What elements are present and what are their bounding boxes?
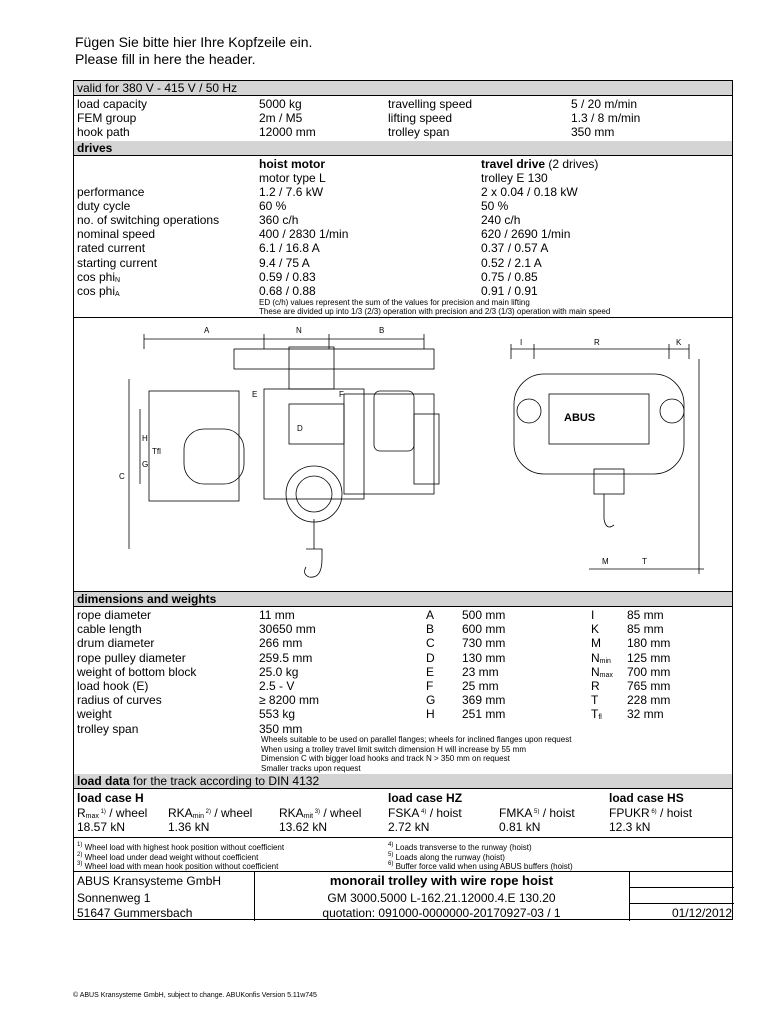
dimensions-title: dimensions and weights — [77, 592, 217, 606]
general-value: 1.3 / 8 m/min — [571, 111, 641, 125]
drive-param-text: no. of switching operations — [77, 213, 220, 228]
drives-note-2: These are divided up into 1/3 (2/3) operation with precision and 2/3 (1/3) operation with main speed — [259, 307, 611, 316]
load-unit-text: / hoist — [656, 806, 693, 820]
footnote-text: Buffer force valid when using ABUS buffers (hoist) — [393, 862, 573, 871]
dimension-key-value: 85 mm — [627, 608, 664, 622]
load-symbol: FSKA — [388, 806, 420, 820]
hoist-value: 400 / 2830 1/min — [259, 227, 349, 242]
dimension-key-subscript: fl — [598, 714, 602, 722]
product-model: GM 3000.5000 L-162.21.12000.4.E 130.20 — [327, 891, 556, 905]
dimension-label: rope pulley diameter — [77, 650, 186, 665]
dimension-key — [591, 622, 599, 636]
dimension-key: F — [426, 679, 434, 693]
load-symbol: RKA — [168, 806, 193, 820]
dimension-key-value: 765 mm — [627, 679, 671, 693]
travel-value: 2 x 0.04 / 0.18 kW — [481, 185, 578, 199]
drive-param-label — [77, 199, 130, 213]
drive-param-label — [77, 256, 157, 270]
dimension-value: 553 kg — [259, 707, 296, 722]
travel-value: 0.91 / 0.91 — [481, 283, 538, 298]
dim-label-t: T — [642, 557, 647, 566]
dim-label-b: B — [379, 326, 385, 335]
load-footnote-mark: 6) — [649, 809, 657, 815]
load-value: 18.57 kN — [77, 820, 126, 834]
load-data-title: load data — [77, 774, 130, 788]
load-case-hs: load case HS — [609, 791, 684, 805]
company-name: ABUS Kransysteme GmbH — [77, 874, 222, 888]
load-value: 0.81 kN — [499, 820, 541, 834]
dimension-key-letter: N — [591, 650, 600, 665]
drive-param-label — [77, 185, 144, 199]
drive-param-text: performance — [77, 185, 145, 199]
dim-label-n: N — [296, 326, 302, 335]
dimension-key-value: 125 mm — [627, 650, 671, 665]
dim-label-e: E — [252, 390, 258, 399]
general-value: 12000 mm — [259, 125, 316, 139]
load-symbol: R — [77, 806, 86, 820]
titleblock-cell-line — [629, 903, 734, 904]
footnote-mark: 3) — [77, 861, 83, 867]
dimension-key: B — [426, 622, 435, 637]
dimension-value: 30650 mm — [259, 622, 316, 637]
dimension-key-subscript: min — [599, 657, 611, 665]
quotation-number: quotation: 091000-0000000-20170927-03 / 1 — [322, 906, 561, 920]
load-unit-text: / wheel — [320, 806, 362, 820]
travel-value: 0.75 / 0.85 — [481, 269, 538, 284]
load-footnote-mark: 3) — [313, 809, 321, 815]
load-column-header — [388, 805, 462, 820]
drive-param-label — [77, 227, 155, 241]
end-view — [511, 344, 704, 574]
dim-label-tfl: Tfl — [152, 447, 161, 456]
drives-title: drives — [77, 141, 113, 155]
load-footnote — [388, 860, 573, 872]
dim-label-a: A — [204, 326, 210, 335]
load-subscript: max — [85, 813, 99, 820]
drive-param-text: nominal speed — [77, 227, 156, 242]
load-case-h: load case H — [77, 791, 144, 805]
dimension-key: A — [426, 608, 435, 622]
cover — [414, 414, 439, 484]
drive-param-label — [77, 284, 120, 302]
travel-drive-note: (2 drives) — [545, 157, 599, 171]
load-data-subtitle: for the track according to DIN 4132 — [129, 774, 320, 788]
drive-param-subscript: N — [115, 276, 121, 284]
page-header — [75, 34, 312, 68]
dimension-label: drum diameter — [77, 636, 155, 651]
load-value: 2.72 kN — [388, 820, 430, 834]
hook-block — [594, 469, 624, 494]
valid-for-text: valid for 380 V - 415 V / 50 Hz — [77, 81, 238, 95]
footnote-mark: 4) — [388, 842, 394, 848]
load-symbol: RKA — [279, 806, 304, 820]
dimension-key-value: 32 mm — [627, 707, 664, 722]
hoist-motor-type: motor type L — [259, 171, 326, 185]
dimension-key-subscript: max — [599, 671, 613, 679]
dimension-key-value: 180 mm — [627, 636, 671, 651]
divider — [74, 317, 732, 318]
hoist-motor-heading: hoist motor — [259, 157, 325, 171]
load-unit-text: / hoist — [539, 806, 575, 820]
company-city: 51647 Gummersbach — [77, 906, 193, 920]
general-label: trolley span — [388, 125, 450, 139]
dimension-key-letter: K — [591, 622, 600, 637]
load-value: 1.36 kN — [168, 820, 210, 834]
dimension-key-value: 730 mm — [462, 636, 506, 651]
drive-wheel-right — [660, 399, 684, 423]
dimension-key: G — [426, 693, 436, 708]
load-value: 13.62 kN — [279, 820, 328, 834]
footnote-text: Wheel load with highest hook position without coefficient — [82, 843, 285, 852]
dimension-key: H — [426, 707, 435, 722]
hoist-value: 0.59 / 0.83 — [259, 269, 316, 284]
travel-drive-heading — [481, 157, 598, 171]
load-footnote — [77, 860, 278, 872]
dimension-label: rope diameter — [77, 608, 152, 622]
drive-param-label — [77, 213, 219, 227]
travel-value: 0.37 / 0.57 A — [481, 241, 549, 256]
hoist-value: 0.68 / 0.88 — [259, 283, 316, 298]
dimension-key: D — [426, 650, 435, 665]
load-case-hz: load case HZ — [388, 791, 463, 805]
dimension-key-letter: N — [591, 664, 600, 679]
dimension-key — [591, 707, 602, 725]
footnote-mark: 1) — [77, 842, 83, 848]
general-label: lifting speed — [388, 111, 453, 125]
dimension-key-value: 369 mm — [462, 693, 506, 708]
right-housing — [344, 394, 434, 494]
dimension-key-value: 85 mm — [627, 622, 664, 637]
dimension-key-letter: I — [591, 608, 595, 622]
load-subscript: min — [192, 813, 204, 820]
dimension-key-value: 500 mm — [462, 608, 506, 622]
dimension-key: C — [426, 636, 435, 651]
end-view-labels — [520, 338, 682, 566]
footnote-mark: 5) — [388, 851, 394, 858]
dimension-label: radius of curves — [77, 693, 162, 708]
load-data-bar — [74, 774, 732, 789]
load-footnote-mark: 4) — [419, 809, 427, 815]
drive-wheel-left — [517, 399, 541, 423]
load-footnote-mark: 1) — [98, 809, 106, 815]
dimension-key-value: 130 mm — [462, 650, 506, 665]
dim-label-c: C — [119, 472, 125, 481]
travel-value: 0.52 / 2.1 A — [481, 255, 542, 270]
titleblock-cell-line — [629, 887, 734, 888]
dimension-key-letter: T — [591, 707, 599, 722]
rail — [289, 347, 334, 389]
dimension-key-value: 700 mm — [627, 664, 671, 679]
dimension-key-value: 251 mm — [462, 707, 506, 722]
dimension-key-value: 228 mm — [627, 693, 671, 708]
side-view — [129, 334, 439, 577]
load-footnote-mark: 2) — [203, 809, 211, 815]
dim-label-i: I — [520, 338, 523, 347]
dimension-value: 2.5 - V — [259, 679, 295, 693]
document-date: 01/12/2012 — [671, 906, 732, 920]
dimension-key-value: 23 mm — [462, 664, 499, 679]
drive-param-label — [77, 241, 145, 255]
general-label: hook path — [77, 125, 130, 139]
general-value: 2m / M5 — [259, 111, 303, 125]
company-street: Sonnenweg 1 — [77, 891, 151, 905]
dimension-key-letter: R — [591, 679, 600, 693]
drive-param-text: rated current — [77, 241, 146, 256]
dimension-label: weight of bottom block — [77, 664, 197, 679]
dimension-value: ≥ 8200 mm — [259, 693, 319, 708]
dimension-label: cable length — [77, 622, 142, 637]
hoist-value: 6.1 / 16.8 A — [259, 241, 320, 256]
load-symbol: FMKA — [499, 806, 533, 820]
dimension-value: 25.0 kg — [259, 664, 299, 679]
dimension-key — [591, 693, 598, 707]
dimension-key — [591, 636, 601, 650]
general-value: 5 / 20 m/min — [571, 97, 638, 111]
copyright-footer: © ABUS Kransysteme GmbH, subject to change. ABUKonfis Version 5.11w745 — [73, 992, 317, 999]
load-subscript: mit — [303, 813, 314, 820]
load-footnote-mark: 5) — [532, 809, 540, 815]
dimension-value: 266 mm — [259, 636, 303, 651]
general-value: 350 mm — [571, 125, 615, 139]
footnote-text: Wheel load under dead weight without coefficient — [82, 852, 259, 862]
drive-param-subscript: A — [115, 290, 120, 298]
technical-drawing — [74, 319, 734, 591]
dim-label-g: G — [142, 460, 149, 469]
travel-value: 240 c/h — [481, 213, 521, 228]
control-box — [149, 391, 239, 501]
motor — [184, 429, 244, 484]
dimension-note: When using a trolley travel limit switch dimension H will increase by 55 mm — [261, 744, 526, 754]
end-hook — [604, 494, 614, 527]
drive-param-text: duty cycle — [77, 199, 131, 214]
dim-label-d: D — [297, 424, 303, 433]
dimension-label: weight — [77, 707, 112, 722]
dimension-label: trolley span — [77, 721, 139, 736]
drive-param-text: cos phi — [77, 283, 116, 298]
footnote-mark: 6) — [388, 861, 394, 867]
dimension-key — [591, 608, 594, 622]
load-column-header — [499, 805, 575, 820]
drive-param-text: cos phi — [77, 269, 116, 284]
dim-label-m: M — [602, 557, 609, 566]
hoist-body — [514, 374, 684, 474]
travel-drive-type: trolley E 130 — [481, 171, 548, 185]
dimension-value: 11 mm — [259, 608, 295, 622]
datasheet — [73, 80, 733, 920]
header-line-2: Please fill in here the header. — [75, 51, 256, 67]
dimension-key-value: 25 mm — [462, 679, 499, 693]
divider — [74, 871, 732, 872]
general-value: 5000 kg — [259, 97, 302, 111]
dimension-note: Dimension C with bigger load hooks and track N > 350 mm on request — [261, 754, 510, 763]
dim-label-k: K — [676, 338, 682, 347]
hoist-value: 1.2 / 7.6 kW — [259, 185, 324, 199]
load-unit-text: / wheel — [105, 806, 148, 820]
hook — [305, 549, 322, 577]
header-line-1: Fügen Sie bitte hier Ihre Kopfzeile ein. — [75, 34, 313, 50]
dimension-note: Wheels suitable to be used on parallel flanges; wheels for inclined flanges upon request — [261, 735, 572, 744]
footnote-mark: 2) — [77, 851, 83, 858]
drum-inner — [296, 476, 332, 512]
dimension-key — [591, 679, 600, 693]
divider — [74, 837, 732, 838]
product-title: monorail trolley with wire rope hoist — [329, 873, 554, 888]
dim-label-h: H — [142, 434, 148, 443]
valid-for-bar — [74, 81, 732, 96]
load-column-header — [609, 805, 692, 820]
footnote-text: Wheel load with mean hook position without coefficient — [82, 862, 279, 871]
general-label: travelling speed — [388, 97, 473, 111]
dimension-key-letter: M — [591, 636, 601, 651]
hoist-value: 9.4 / 75 A — [259, 255, 310, 270]
footnote-text: Loads transverse to the runway (hoist) — [393, 843, 532, 852]
dimension-value: 259.5 mm — [259, 650, 313, 665]
dimension-key-letter: T — [591, 693, 599, 708]
load-symbol: FPUKR — [609, 806, 650, 820]
drive-param-text: starting current — [77, 255, 158, 270]
footnote-text: Loads along the runway (hoist) — [393, 852, 505, 862]
dim-label-r: R — [594, 338, 600, 347]
dimension-key-value: 600 mm — [462, 622, 506, 637]
hoist-value: 360 c/h — [259, 213, 299, 228]
load-value: 12.3 kN — [609, 820, 651, 834]
travel-drive-title: travel drive — [481, 157, 546, 171]
travel-value: 50 % — [481, 199, 509, 214]
general-label: FEM group — [77, 111, 137, 125]
dimension-key: E — [426, 664, 435, 679]
rope-drum — [286, 466, 342, 522]
dimension-value: 350 mm — [259, 721, 303, 736]
general-label: load capacity — [77, 97, 148, 111]
hoist-value: 60 % — [259, 199, 287, 214]
load-unit-text: / wheel — [210, 806, 253, 820]
drives-bar — [74, 141, 732, 156]
drives-note-1: ED (c/h) values represent the sum of the values for precision and main lifting — [259, 298, 530, 307]
dimension-note: Smaller tracks upon request — [261, 763, 361, 773]
dimension-label: load hook (E) — [77, 679, 149, 693]
travel-motor — [374, 391, 414, 451]
abus-logo: ABUS — [564, 412, 596, 424]
dim-label-f: F — [339, 390, 344, 399]
travel-value: 620 / 2690 1/min — [481, 227, 571, 242]
dimensions-bar — [74, 592, 732, 607]
load-unit-text: / hoist — [426, 806, 462, 820]
